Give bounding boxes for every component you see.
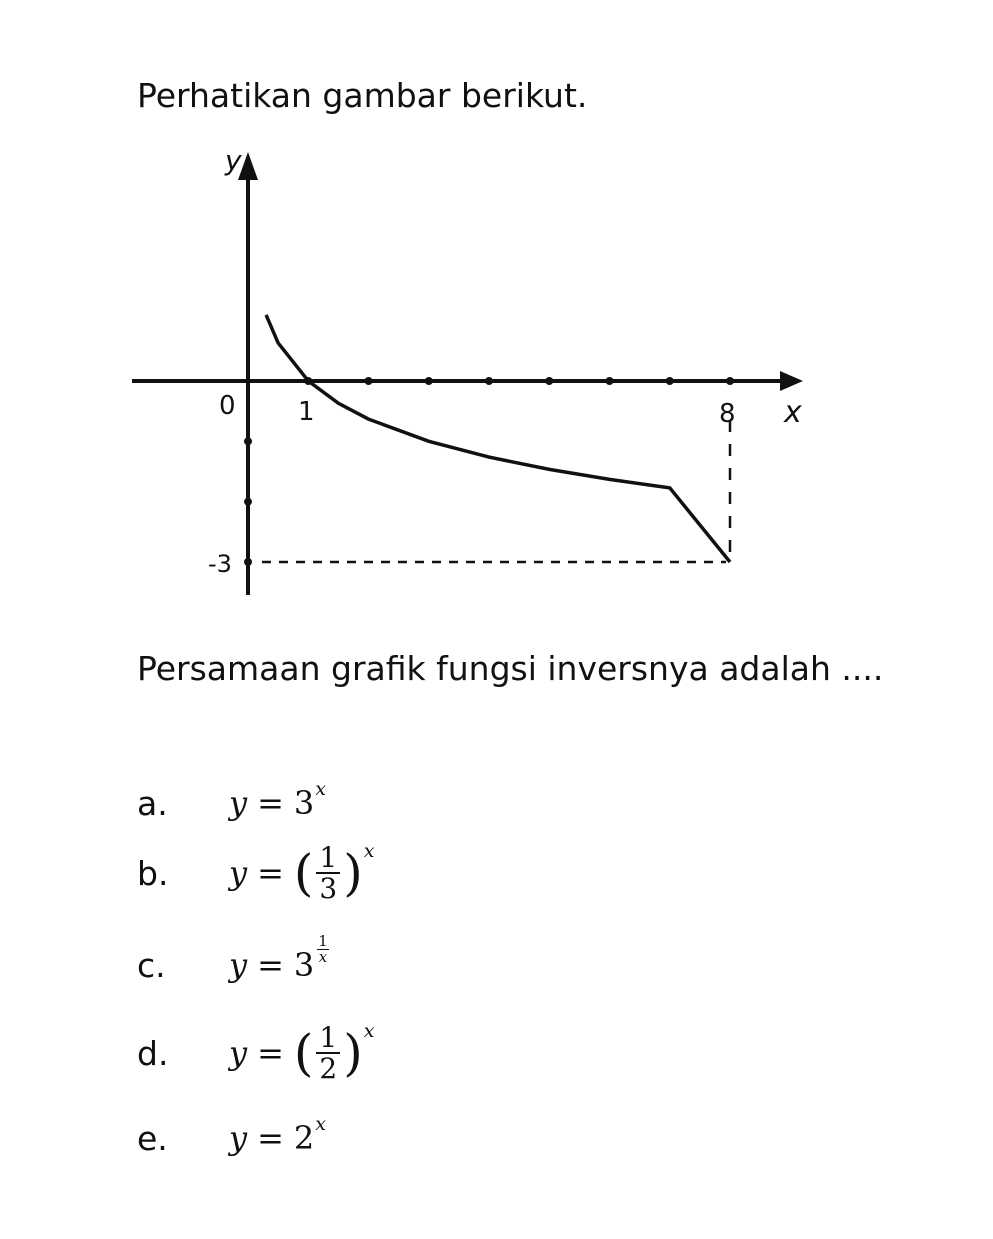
x-tick-mark	[606, 377, 614, 385]
y-axis-label: y	[225, 144, 242, 177]
option-letter: e.	[137, 1118, 168, 1158]
option-e-equation: y = 2 x	[229, 1113, 326, 1157]
option-c[interactable]	[137, 931, 329, 995]
option-c-equation: y = 3 $\frac{1}{x}$	[229, 931, 328, 984]
y-tick-mark	[244, 498, 252, 506]
x-tick-mark	[666, 377, 674, 385]
option-letter: a.	[137, 783, 168, 823]
option-b[interactable]	[137, 833, 374, 913]
option-letter: d.	[137, 1033, 169, 1073]
x-axis-label: x	[784, 395, 802, 430]
option-d[interactable]	[137, 1013, 374, 1093]
x-tick-label-8: 8	[719, 399, 736, 429]
origin-label: 0	[219, 391, 236, 421]
y-tick-label-minus-3: -3	[208, 550, 232, 578]
option-d-equation: y = ( $\frac{1}{2}$ ) x	[229, 1020, 375, 1085]
x-tick-mark	[726, 377, 734, 385]
x-tick-mark	[425, 377, 433, 385]
x-tick-mark	[485, 377, 493, 385]
option-a[interactable]	[137, 773, 326, 833]
instruction-text: Perhatikan gambar berikut.	[137, 76, 588, 115]
option-e[interactable]	[137, 1108, 326, 1168]
option-letter: b.	[137, 853, 169, 893]
x-tick-mark	[365, 377, 373, 385]
y-tick-mark	[244, 558, 252, 566]
x-tick-label-1: 1	[298, 397, 315, 427]
option-b-equation: y = ( $\frac{1}{3}$ ) x	[229, 840, 375, 905]
y-tick-mark	[244, 437, 252, 445]
option-letter: c.	[137, 945, 166, 985]
x-axis-arrow-icon	[780, 371, 803, 391]
question-text: Persamaan grafik fungsi inversnya adalah ....	[137, 649, 884, 688]
x-tick-mark	[545, 377, 553, 385]
function-curve	[266, 315, 730, 562]
option-a-equation: y = 3 x	[229, 778, 326, 822]
